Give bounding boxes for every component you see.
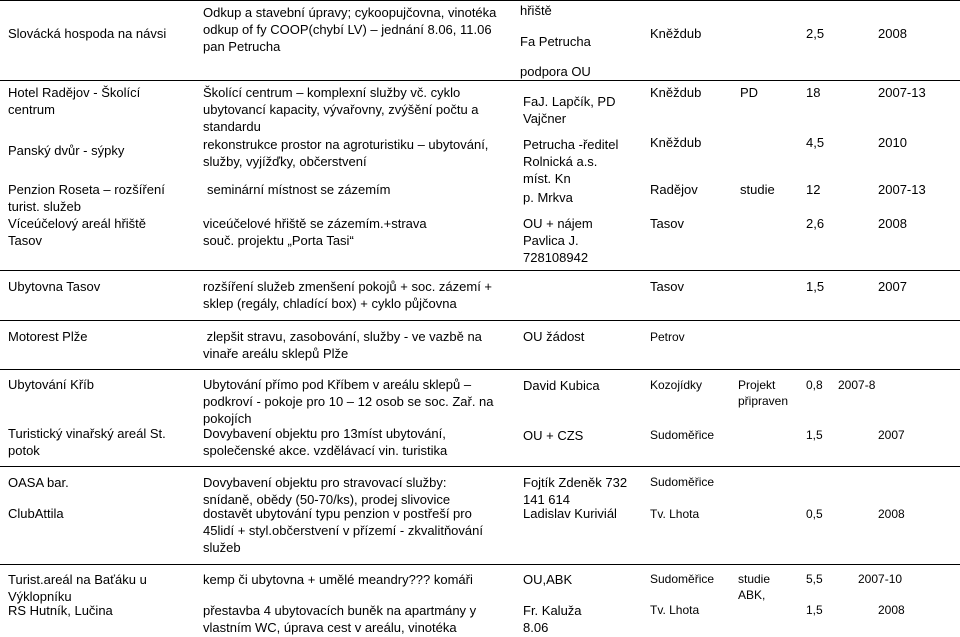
facility-name: Panský dvůr - sýpky xyxy=(8,143,125,158)
row-divider xyxy=(0,270,960,271)
contact-cell: David Kubica xyxy=(523,378,600,393)
facility-name: ClubAttila xyxy=(8,506,64,521)
location: Tasov xyxy=(650,216,684,231)
row-divider xyxy=(0,0,960,1)
amount: 0,5 xyxy=(806,507,823,521)
contact-cell: OU,ABK xyxy=(523,572,573,587)
project-description: rozšíření služeb zmenšení pokojů + soc. zázemí + sklep (regály, chladící box) + cyklo půjčovna xyxy=(203,279,493,311)
project-description: kemp či ubytovna + umělé meandry??? komáři xyxy=(203,572,473,587)
facility-name: Turistický vinařský areál St. potok xyxy=(8,426,166,458)
location: Tasov xyxy=(650,279,684,294)
facility-name: Víceúčelový areál hřiště Tasov xyxy=(8,216,147,248)
contact-cell: Fa Petrucha xyxy=(520,34,591,49)
contact-cell: hřiště xyxy=(520,3,552,18)
row-divider xyxy=(0,320,960,321)
stage: PD xyxy=(740,85,759,100)
contact-cell: p. Mrkva xyxy=(523,190,573,205)
contact-cell: Petrucha -ředitel Rolnická a.s. míst. Kn xyxy=(523,137,619,186)
location: Sudoměřice xyxy=(650,475,715,489)
amount: 1,5 xyxy=(806,279,825,294)
facility-name: Hotel Radějov - Školící centrum xyxy=(8,85,141,117)
year: 2007-13 xyxy=(878,182,926,197)
amount: 18 xyxy=(806,85,821,100)
year: 2010 xyxy=(878,135,907,150)
contact-cell: Ladislav Kuriviál xyxy=(523,506,617,521)
amount: 2,5 xyxy=(806,26,825,41)
contact-cell: Fr. Kaluža 8.06 xyxy=(523,603,582,635)
row-divider xyxy=(0,466,960,467)
project-description: rekonstrukce prostor na agroturistiku – ubytování, služby, vyjížďky, občerstvení xyxy=(203,137,489,169)
project-description: viceúčelové hřiště se zázemím.+strava souč. projektu „Porta Tasi“ xyxy=(203,216,427,248)
row-divider xyxy=(0,369,960,370)
project-description: zlepšit stravu, zasobování, služby - ve vazbě na vinaře areálu sklepů Plže xyxy=(203,329,482,361)
year: 2007-13 xyxy=(878,85,926,100)
facility-name: RS Hutník, Lučina xyxy=(8,603,113,618)
location: Sudoměřice xyxy=(650,428,715,442)
facility-name: Turist.areál na Baťáku u Výklopníku xyxy=(8,572,147,604)
project-description: Školící centrum – komplexní služby vč. cyklo ubytovancí kapacity, vývařovny, zvýšění počtu a standardu xyxy=(203,85,479,134)
location: Kněždub xyxy=(650,26,702,41)
row-divider xyxy=(0,80,960,81)
location: Tv. Lhota xyxy=(650,603,700,617)
location: Sudoměřice xyxy=(650,572,715,586)
project-description: dostavět ubytování typu penzion v postřeší pro 45lidí + styl.občerstvení v přízemí - zkvalitňování služeb xyxy=(203,506,483,555)
stage: Projekt připraven xyxy=(738,378,789,408)
project-description: Dovybavení objektu pro stravovací služby: snídaně, obědy (50-70/ks), prodej slivovice xyxy=(203,475,451,507)
amount: 12 xyxy=(806,182,821,197)
location: Tv. Lhota xyxy=(650,507,700,521)
facility-name: Ubytovna Tasov xyxy=(8,279,101,294)
year: 2008 xyxy=(878,603,905,617)
amount: 1,5 xyxy=(806,428,823,442)
facility-name: Slovácká hospoda na návsi xyxy=(8,26,167,41)
location: Petrov xyxy=(650,330,685,344)
row-divider xyxy=(0,564,960,565)
year: 2007 xyxy=(878,279,907,294)
amount: 1,5 xyxy=(806,603,823,617)
facility-name: OASA bar. xyxy=(8,475,69,490)
location: Kněždub xyxy=(650,135,702,150)
contact-cell: podpora OU xyxy=(520,64,591,79)
project-description: přestavba 4 ubytovacích buněk na apartmány y vlastním WC, úprava cest v areálu, vinotéka xyxy=(203,603,477,635)
amount: 2,6 xyxy=(806,216,825,231)
stage: studie xyxy=(740,182,775,197)
location: Kozojídky xyxy=(650,378,703,392)
location: Radějov xyxy=(650,182,698,197)
location: Kněždub xyxy=(650,85,702,100)
facility-name: Ubytování Kříb xyxy=(8,377,94,392)
contact-cell: OU žádost xyxy=(523,329,585,344)
project-description: Odkup a stavební úpravy; cykoopujčovna, vinotéka odkup of fy COOP(chybí LV) – jednání 8.06, 11.06 pan Petrucha xyxy=(203,5,497,54)
facility-name: Penzion Roseta – rozšíření turist. služeb xyxy=(8,182,165,214)
facility-name: Motorest Plže xyxy=(8,329,88,344)
year: 2007-8 xyxy=(838,378,876,392)
contact-cell: FaJ. Lapčík, PD Vajčner xyxy=(523,94,616,126)
contact-cell: Fojtík Zdeněk 732 141 614 xyxy=(523,475,628,507)
year: 2008 xyxy=(878,216,907,231)
amount: 4,5 xyxy=(806,135,825,150)
contact-cell: OU + nájem Pavlica J. 728108942 xyxy=(523,216,593,265)
project-description: seminární místnost se zázemím xyxy=(207,182,391,197)
project-description: Dovybavení objektu pro 13míst ubytování, společenské akce. vzdělávací vin. turistika xyxy=(203,426,448,458)
year: 2007 xyxy=(878,428,905,442)
year: 2008 xyxy=(878,26,907,41)
project-description: Ubytování přímo pod Kříbem v areálu sklepů – podkroví - pokoje pro 10 – 12 osob se soc. Zař. na pokojích xyxy=(203,377,494,426)
amount: 5,5 xyxy=(806,572,823,586)
amount: 0,8 xyxy=(806,378,823,392)
year: 2007-10 xyxy=(858,572,903,586)
contact-cell: OU + CZS xyxy=(523,428,584,443)
year: 2008 xyxy=(878,507,905,521)
stage: studie ABK, xyxy=(738,572,771,602)
